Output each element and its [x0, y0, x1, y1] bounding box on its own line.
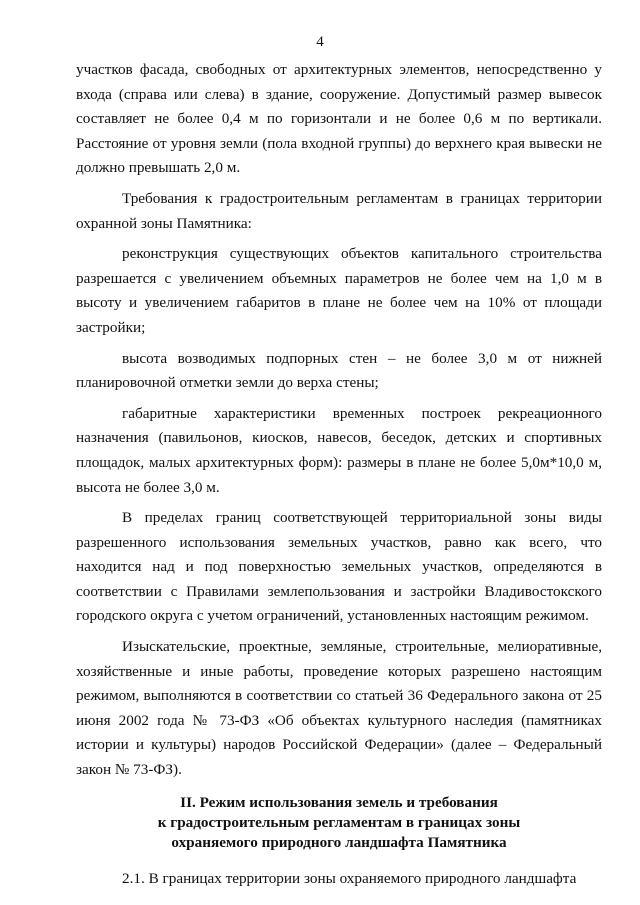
- paragraph-reconstruction: реконструкция существующих объектов капитального строительства разрешается с увеличением объемных параметров не более чем на 1,0 м в высоту и увеличением габаритов в плане не более чем на 10% от площади застройки;: [76, 245, 602, 336]
- paragraph-temporary-buildings: габаритные характеристики временных построек рекреационного назначения (павильонов, киосков, навесов, беседок, детских и спортивных площадок, малых архитектурных форм): размеры в плане не более 5,0м*10,0 м, высота не более 3,0 м.: [76, 404, 602, 496]
- section-heading-line: охраняемого природного ландшафта Памятника: [171, 833, 507, 851]
- paragraph-2-1: 2.1. В границах территории зоны охраняемого природного ландшафта: [122, 869, 577, 887]
- document-body: [76, 58, 602, 897]
- page-number: 4: [316, 34, 324, 50]
- paragraph-protection-zone-intro: Требования к градостроительным регламентам в границах территории охранной зоны Памятника:: [76, 189, 602, 232]
- section-heading-line: II. Режим использования земель и требования: [180, 793, 498, 811]
- section-heading-line: к градостроительным регламентам в границах зоны: [157, 813, 521, 831]
- paragraph-retaining-walls: высота возводимых подпорных стен – не более 3,0 м от нижней планировочной отметки земли до верха стены;: [76, 349, 602, 392]
- paragraph-signage-size: участков фасада, свободных от архитектурных элементов, непосредственно у входа (справа или слева) в здание, сооружение. Допустимый размер вывесок составляет не более 0,4 м по горизонтали и не более 0,6 м по вертикали. Расстояние от уровня земли (пола входной группы) до верхнего края вывески не должно превышать 2,0 м.: [76, 61, 602, 177]
- paragraph-works: Изыскательские, проектные, земляные, строительные, мелиоративные, хозяйственные и иные работы, проведение которых разрешено настоящим режимом, выполняются в соответствии со статьей 36 Федерального закона от 25 июня 2002 года № 73-ФЗ «Об объектах культурного наследия (памятниках истории и культуры) народов Российской Федерации» (далее – Федеральный закон № 73-ФЗ).: [76, 638, 602, 779]
- paragraph-land-use-types: В пределах границ соответствующей территориальной зоны виды разрешенного использования земельных участков, равно как всего, что находится над и под поверхностью земельных участков, определяются в соответствии с Правилами землепользования и застройки Владивостокского городского округа с учетом ограничений, установленных настоящим режимом.: [76, 509, 602, 625]
- section-heading: [76, 793, 602, 853]
